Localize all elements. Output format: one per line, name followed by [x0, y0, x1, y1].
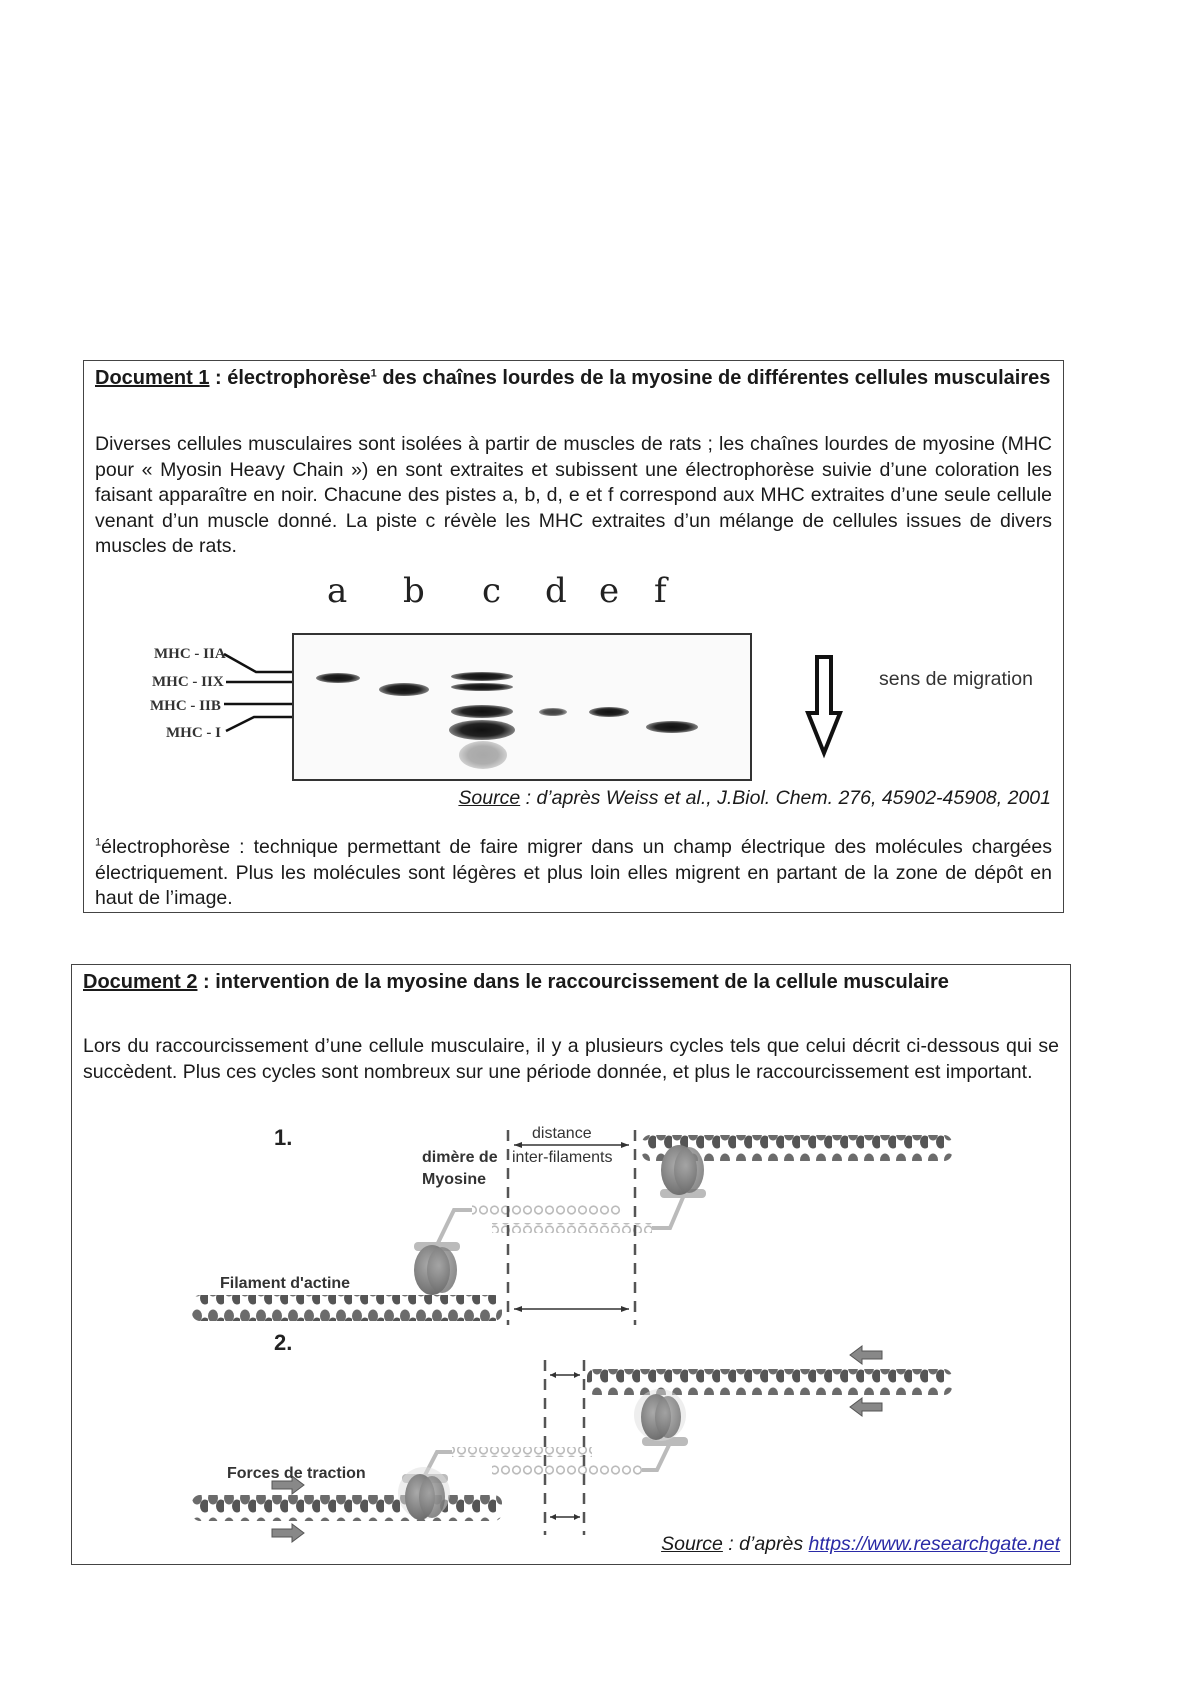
marker-mhc-iix: MHC - IIX [152, 674, 224, 690]
migration-arrow-icon [804, 651, 844, 761]
marker-mhc-iib: MHC - IIB [150, 698, 221, 714]
myosin-cycle-diagram [192, 1125, 1032, 1545]
traction-arrow-left-icon [850, 1346, 882, 1364]
lane-label-e: e [599, 571, 620, 611]
distance-label-line1: distance [532, 1125, 592, 1142]
actin-filament-left-1 [192, 1295, 502, 1321]
migration-direction-label: sens de migration [879, 668, 1033, 690]
step-2-number: 2. [274, 1330, 293, 1355]
band-d-iib [539, 708, 567, 716]
actin-filament-right-2 [587, 1369, 952, 1395]
lane-label-b: b [403, 571, 425, 611]
band-f-i [646, 721, 698, 733]
marker-mhc-i: MHC - I [166, 725, 221, 741]
document-1-paragraph: Diverses cellules musculaires sont isolées à partir de muscles de rats ; les chaînes lourdes de myosine (MHC pour « Myosin Heavy Chain ») en sont extraites et subissent une électrophorèse suivie d’une coloration les faisant apparaître en noir. Chacune des pistes a, b, d, e et f correspond aux MHC extraites d’une seule cellule venant d’un muscle donné. La piste c révèle les MHC extraites d’un mélange de cellules issues de divers muscles de rats. [95, 433, 1052, 557]
lane-label-d: d [545, 571, 567, 611]
document-2-paragraph: Lors du raccourcissement d’une cellule musculaire, il y a plusieurs cycles tels que celui décrit ci-dessous qui se succèdent. Plus ces cycles sont nombreux sur une période donnée, et plus le raccourcissement est important. [83, 1035, 1059, 1083]
band-e-iib [589, 707, 629, 717]
electrophoresis-gel-figure [144, 571, 1044, 786]
myosin-label-line1: dimère de [422, 1149, 498, 1166]
document-1-box [83, 360, 1064, 913]
traction-arrow-right-icon [272, 1524, 304, 1542]
gel-frame [292, 633, 752, 781]
document-1-title: Document 1 : électrophorèse$^1$ des chaînes lourdes de la myosine de différentes cellules musculaires [95, 367, 1051, 389]
lane-label-f: f [654, 571, 667, 611]
band-c-iib [451, 705, 513, 718]
marker-mhc-iia: MHC - IIA [154, 646, 226, 662]
band-a-iia [316, 673, 360, 683]
band-b-iix [379, 683, 429, 696]
band-c-iix [451, 683, 513, 691]
lane-label-c: c [482, 571, 502, 611]
step-1-number: 1. [274, 1125, 293, 1150]
distance-label-line2: inter-filaments [512, 1149, 613, 1166]
document-2-source: Source : d’après https://www.researchgate.net [661, 1533, 1060, 1555]
band-c-i [449, 720, 515, 740]
researchgate-link[interactable]: https://www.researchgate.net [808, 1533, 1060, 1555]
marker-leader-lines [144, 571, 304, 786]
document-1-footnote: $^1$électrophorèse : technique permettant de faire migrer dans un champ électrique des molécules chargées électriquement. Plus les molécules sont légères et plus loin elles migrent en partant de la zone de dépôt en haut de l’image. [95, 836, 1052, 909]
lane-label-a: a [327, 571, 348, 611]
actin-filament-left-2 [192, 1495, 502, 1521]
band-c-smear [459, 741, 507, 769]
band-c-iia [451, 672, 513, 681]
traction-arrow-left-icon [850, 1398, 882, 1416]
actin-filament-label: Filament d'actine [220, 1275, 351, 1292]
myosin-label-line2: Myosine [422, 1171, 487, 1188]
traction-forces-label: Forces de traction [227, 1465, 366, 1482]
document-2-box [71, 964, 1071, 1565]
document-1-label: Document 1 [95, 367, 210, 389]
document-2-label: Document 2 [83, 971, 198, 993]
document-1-source: Source : d’après Weiss et al., J.Biol. Chem. 276, 45902-45908, 2001 [458, 787, 1051, 809]
document-2-title: Document 2 : intervention de la myosine dans le raccourcissement de la cellule musculaire [83, 971, 949, 993]
